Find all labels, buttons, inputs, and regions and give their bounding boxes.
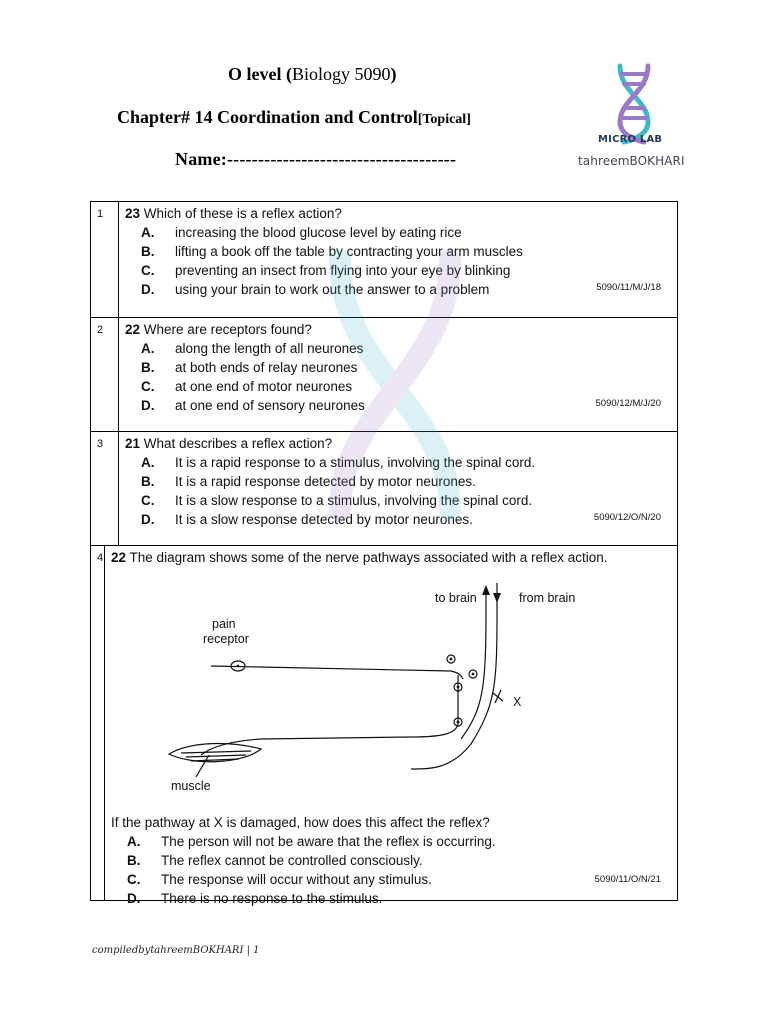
option-letter: D. <box>141 282 155 297</box>
to-brain-label: to brain <box>435 591 477 605</box>
option-letter: A. <box>127 834 141 849</box>
reflex-arc-svg <box>111 569 671 799</box>
option-letter: C. <box>141 379 155 394</box>
receptor-label: receptor <box>203 632 249 646</box>
course-level: O level ( <box>228 64 292 84</box>
option-d <box>125 396 671 415</box>
paper-code: 5090/11/O/N/21 <box>594 874 661 885</box>
logo-title: MICRO LAB <box>598 134 663 145</box>
option-letter: C. <box>141 263 155 278</box>
option-a <box>125 339 671 358</box>
question-row-3 <box>91 432 677 546</box>
topical-tag: [Topical] <box>417 112 471 127</box>
option-letter: C. <box>141 493 155 508</box>
option-c <box>125 491 671 510</box>
from-brain-label: from brain <box>519 591 576 605</box>
question-table <box>90 201 678 906</box>
course-subject: Biology 5090 <box>291 64 391 84</box>
option-letter: D. <box>141 512 155 527</box>
question-text: Where are receptors found? <box>143 322 312 337</box>
option-c <box>125 377 671 396</box>
question-qno: 22 <box>111 550 127 565</box>
up-arrow <box>482 585 490 595</box>
option-a <box>125 223 671 242</box>
option-text: at one end of motor neurones <box>175 379 353 394</box>
option-text: at both ends of relay neurones <box>175 360 358 375</box>
option-text: The reflex cannot be controlled consciously. <box>161 853 423 868</box>
question-text: The diagram shows some of the nerve pathways associated with a reflex action. <box>129 550 608 565</box>
question-body <box>119 318 677 431</box>
option-text: It is a slow response detected by motor neurones. <box>175 512 473 527</box>
option-letter: B. <box>141 474 155 489</box>
option-b <box>125 242 671 261</box>
option-letter: B. <box>141 360 155 375</box>
reflex-arc-diagram <box>111 569 671 799</box>
question-text: What describes a reflex action? <box>143 436 333 451</box>
descending-pathway <box>411 593 497 769</box>
question-body <box>119 432 677 545</box>
option-text: The person will not be aware that the reflex is occurring. <box>161 834 496 849</box>
pain-label: pain <box>212 617 236 631</box>
option-b <box>125 358 671 377</box>
option-text: lifting a book off the table by contracting your arm muscles <box>175 244 523 259</box>
question-qno: 22 <box>125 322 141 337</box>
option-b <box>111 851 671 870</box>
option-d <box>125 280 671 299</box>
option-c <box>125 261 671 280</box>
option-letter: B. <box>141 244 155 259</box>
muscle-fibre <box>186 755 246 757</box>
course-title <box>228 64 768 85</box>
option-a <box>111 832 671 851</box>
option-c <box>111 870 671 889</box>
logo-subtitle: tahreemBOKHARI <box>578 154 685 168</box>
motor-neurone <box>201 724 458 755</box>
paper-code: 5090/11/M/J/18 <box>596 282 661 293</box>
option-a <box>125 453 671 472</box>
question-row-2 <box>91 318 677 432</box>
option-d <box>125 510 671 529</box>
question-number: 3 <box>91 432 119 545</box>
sensory-neurone <box>211 666 463 679</box>
option-letter: D. <box>141 398 155 413</box>
option-letter: A. <box>141 225 155 240</box>
question-body <box>119 202 677 317</box>
option-text: The response will occur without any stimulus. <box>161 872 432 887</box>
option-text: It is a rapid response detected by motor neurones. <box>175 474 476 489</box>
question-row-4 <box>91 546 677 906</box>
option-text: There is no response to the stimulus. <box>161 891 383 906</box>
option-text: along the length of all neurones <box>175 341 364 356</box>
course-close: ) <box>390 64 397 84</box>
question-stem <box>125 434 671 453</box>
question-prompt: If the pathway at X is damaged, how does this affect the reflex? <box>111 815 490 830</box>
option-text: It is a slow response to a stimulus, involving the spinal cord. <box>175 493 533 508</box>
question-row-1 <box>91 202 677 318</box>
option-letter: D. <box>127 891 141 906</box>
question-number: 2 <box>91 318 119 431</box>
option-b <box>125 472 671 491</box>
ascending-pathway <box>461 593 486 739</box>
question-qno: 21 <box>125 436 141 451</box>
paper-code: 5090/12/O/N/20 <box>593 512 661 523</box>
footer-credit: compiledbytahreemBOKHARI | 1 <box>92 945 260 956</box>
name-line: Name:------------------------------------- <box>175 149 457 169</box>
x-mark <box>495 690 501 703</box>
option-text: at one end of sensory neurones <box>175 398 365 413</box>
option-text: increasing the blood glucose level by eating rice <box>175 225 462 240</box>
option-text: preventing an insect from flying into your eye by blinking <box>175 263 511 278</box>
question-text: Which of these is a reflex action? <box>143 206 342 221</box>
question-stem <box>125 320 671 339</box>
question-number: 1 <box>91 202 119 317</box>
muscle-label: muscle <box>171 779 211 793</box>
chapter-name: Chapter# 14 Coordination and Control <box>117 107 418 127</box>
option-letter: C. <box>127 872 141 887</box>
option-letter: A. <box>141 455 155 470</box>
question-number: 4 <box>91 546 105 900</box>
x-label: X <box>513 695 522 709</box>
question-stem <box>111 548 671 567</box>
option-d <box>111 889 671 908</box>
option-text: using your brain to work out the answer to a problem <box>175 282 490 297</box>
paper-code: 5090/12/M/J/20 <box>595 398 661 409</box>
question-stem <box>125 204 671 223</box>
muscle-pointer <box>196 755 209 777</box>
question-qno: 23 <box>125 206 141 221</box>
option-letter: B. <box>127 853 141 868</box>
option-letter: A. <box>141 341 155 356</box>
muscle-fibre <box>181 751 251 753</box>
question-body <box>105 546 677 906</box>
option-text: It is a rapid response to a stimulus, involving the spinal cord. <box>175 455 536 470</box>
